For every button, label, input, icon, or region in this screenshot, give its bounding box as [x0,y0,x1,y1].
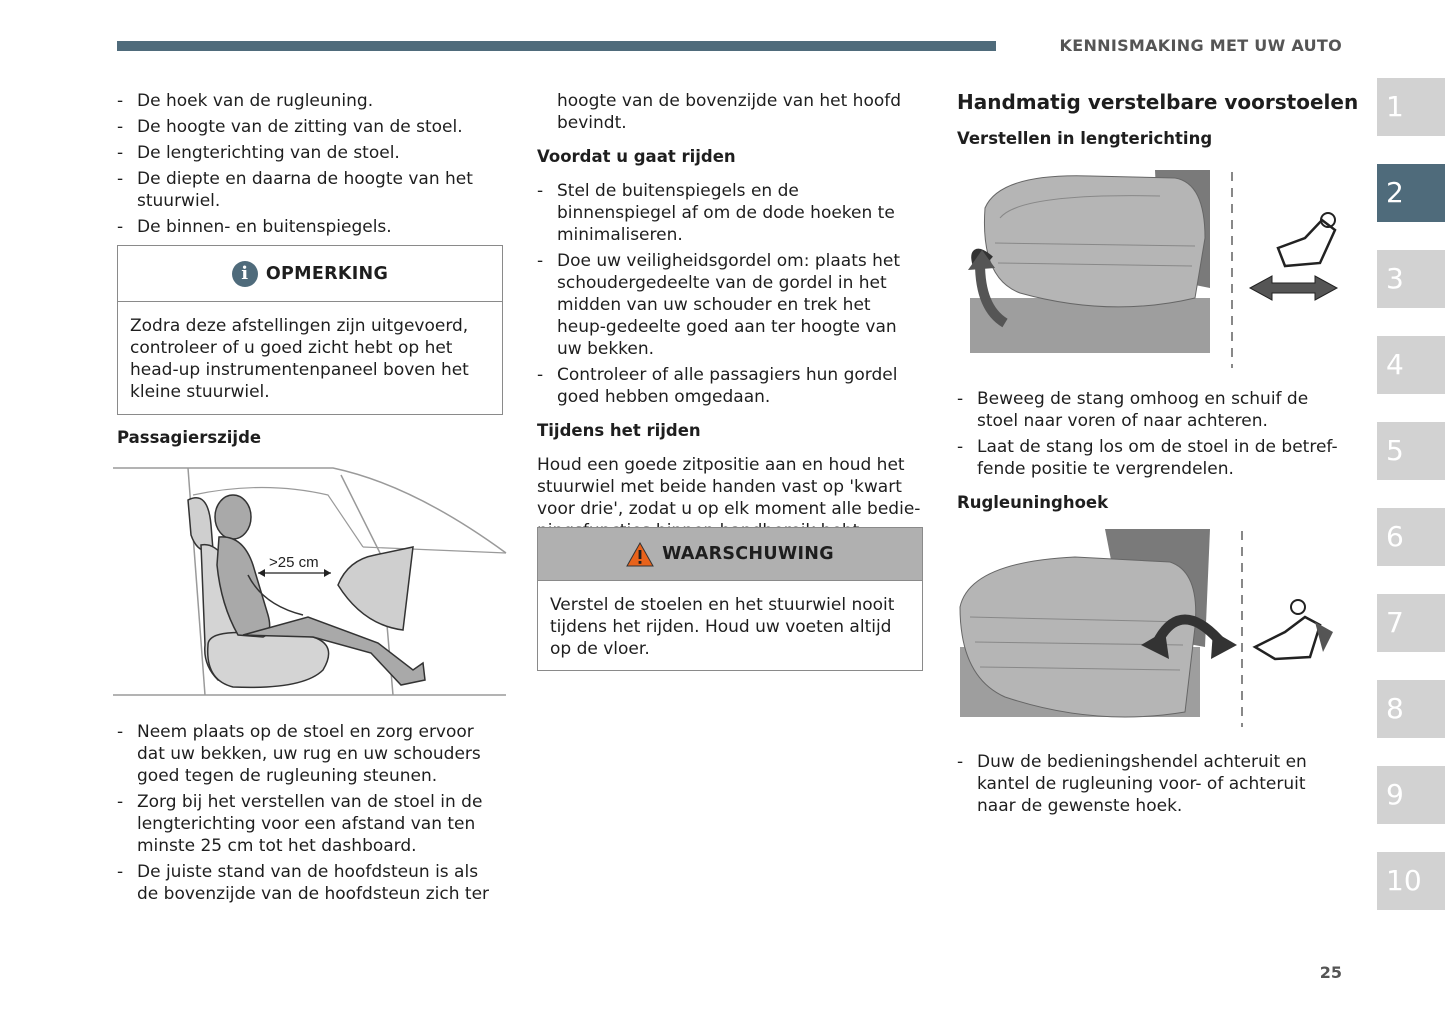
page-number: 25 [1319,963,1342,982]
warning-title: WAARSCHUWING [662,544,834,564]
list-item: - De hoek van de rugleuning. [117,90,503,112]
column-2 [537,90,923,542]
section-title: Handmatig verstelbare voorstoelen [957,90,1359,114]
before-driving-list [537,180,923,408]
backrest-angle-illustration [955,527,1342,727]
before-driving-heading: Voordat u gaat rijden [537,147,736,166]
header-bar [117,41,996,51]
while-driving-heading: Tijdens het rijden [537,421,701,440]
while-driving-text: Houd een goede zitpositie aan en houd het stuurwiel met beide handen vast op 'kwart voor drie', zodat u op elk moment alle bedie- [537,455,921,519]
chapter-tab-8[interactable]: 8 [1377,680,1445,738]
list-item: - Controleer of alle passagiers hun gordel goed hebben omgedaan. [537,364,923,408]
chapter-tab-7[interactable]: 7 [1377,594,1445,652]
chapter-tab-6[interactable]: 6 [1377,508,1445,566]
seating-list [117,721,503,905]
column-1-lower [117,721,503,909]
passenger-heading: Passagierszijde [117,428,262,447]
chapter-tab-4[interactable]: 4 [1377,336,1445,394]
list-item: - De hoogte van de zitting van de stoel. [117,116,503,138]
list-item: - Neem plaats op de stoel en zorg ervoor dat uw bekken, uw rug en uw schouders goed tegen de rugleuning steunen. [117,721,503,787]
list-item: - De juiste stand van de hoofdsteun is als de bovenzijde van de hoofdsteun zich ter [117,861,503,905]
list-item: - Doe uw veiligheidsgordel om: plaats het schoudergedeelte van de gordel in het midden van uw schouder en trek het heup-gedeelte goed aan ter hoogte van uw bekken. [537,250,923,360]
warning-body: Verstel de stoelen en het stuurwiel nooit tijdens het rijden. Houd uw voeten altijd op de vloer. [550,595,895,659]
note-body: Zodra deze afstellingen zijn uitgevoerd, controleer of u goed zicht hebt op het head-up instrumentenpaneel boven het kleine stuurwiel. [130,316,469,402]
chapter-tab-1[interactable]: 1 [1377,78,1445,136]
warning-box [537,527,923,671]
chapter-tab-3[interactable]: 3 [1377,250,1445,308]
info-icon: i [232,261,258,287]
list-item: - Beweeg de stang omhoog en schuif de stoel naar voren of naar achteren. [957,388,1342,432]
list-item: - De binnen- en buitenspiegels. [117,216,503,238]
chapter-title: KENNISMAKING MET UW AUTO [1059,36,1342,55]
chapter-tab-2[interactable]: 2 [1377,164,1445,222]
column-1 [117,90,503,242]
distance-label: >25 cm [269,554,319,571]
continued-text: hoogte van de bovenzijde van het hoofd bevindt. [557,91,902,133]
list-item: - De diepte en daarna de hoogte van het stuurwiel. [117,168,503,212]
column-3-lower [957,751,1342,821]
note-box [117,245,503,415]
backrest-list [957,751,1342,817]
length-adjust-list [957,388,1342,480]
length-adjust-heading: Verstellen in lengterichting [957,129,1213,148]
backrest-heading: Rugleuninghoek [957,493,1109,512]
seating-position-illustration [113,465,508,700]
note-title: OPMERKING [265,263,389,284]
note-header [118,246,502,302]
warning-header [538,528,922,581]
warning-icon [626,542,654,567]
list-item: - Stel de buitenspiegels en de binnenspiegel af om de dode hoeken te minimaliseren. [537,180,923,246]
adjustment-list [117,90,503,238]
list-item: - Laat de stang los om de stoel in de betref-fende positie te vergrendelen. [957,436,1342,480]
column-3-middle [957,388,1342,514]
list-item: - De lengterichting van de stoel. [117,142,503,164]
chapter-tab-9[interactable]: 9 [1377,766,1445,824]
seat-length-illustration [960,168,1342,368]
list-item: - Duw de bedieningshendel achteruit en kantel de rugleuning voor- of achteruit naar de gewenste hoek. [957,751,1342,817]
chapter-tab-10[interactable]: 10 [1377,852,1445,910]
chapter-tab-5[interactable]: 5 [1377,422,1445,480]
list-item: - Zorg bij het verstellen van de stoel in de lengterichting voor een afstand van ten minste 25 cm tot het dashboard. [117,791,503,857]
